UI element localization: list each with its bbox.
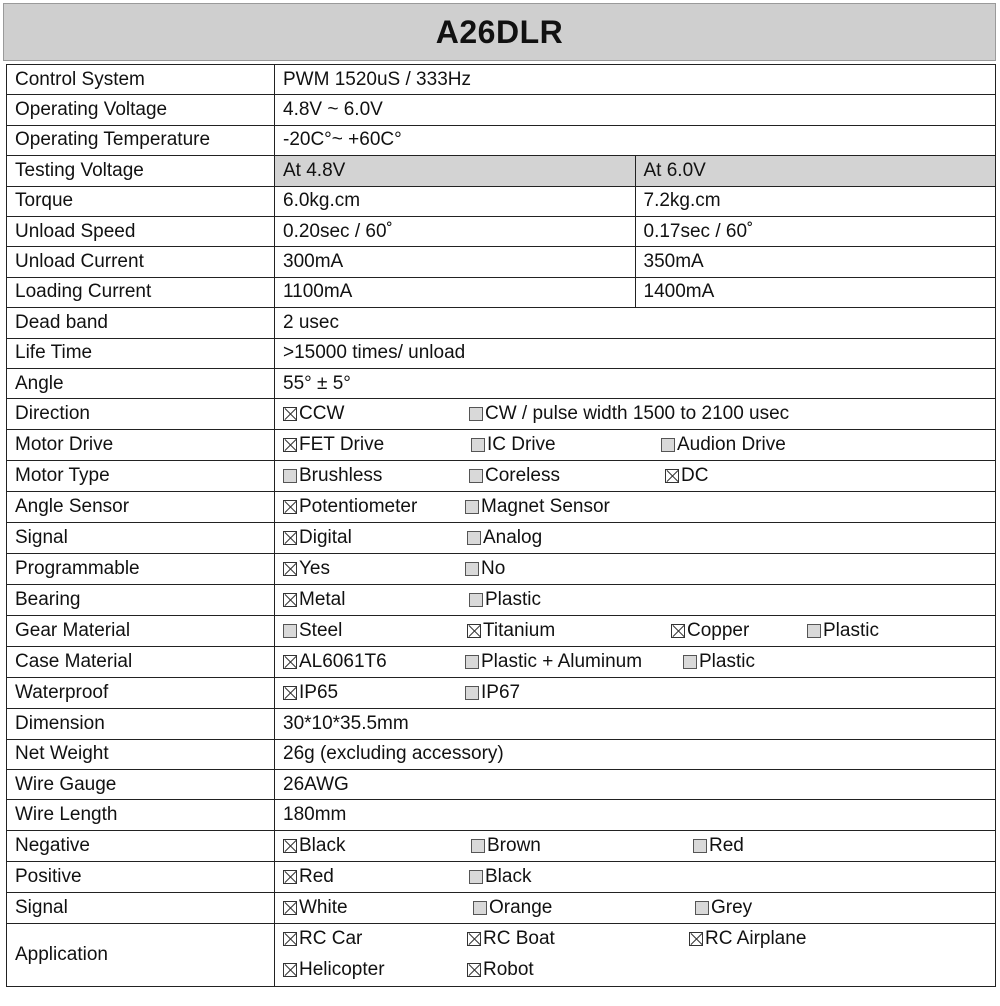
row-unload-speed <box>7 216 996 246</box>
unchecked-box-icon <box>465 562 479 576</box>
row-label: Direction <box>7 399 275 430</box>
option-label: CW / pulse width 1500 to 2100 usec <box>485 403 790 425</box>
row-value: 26g (excluding accessory) <box>275 739 996 769</box>
row-motor-type <box>7 461 996 492</box>
row-label: Motor Drive <box>7 430 275 461</box>
option-label: Grey <box>711 896 753 918</box>
option-label: Digital <box>299 527 352 549</box>
options-cell <box>275 861 996 892</box>
spec-table <box>6 64 996 987</box>
row-value: -20C°~ +60C° <box>275 125 996 155</box>
option-case-material <box>283 647 387 677</box>
unchecked-box-icon <box>283 624 297 638</box>
option-case-material <box>683 647 755 677</box>
option-label: RC Boat <box>483 927 555 949</box>
row-label: Operating Voltage <box>7 95 275 125</box>
option-motor-type <box>469 461 560 491</box>
option-programmable <box>283 554 330 584</box>
option-label: Plastic <box>823 620 879 642</box>
row-label: Case Material <box>7 647 275 678</box>
option-label: Titanium <box>483 620 556 642</box>
value-6-0v: 0.17sec / 60˚ <box>635 216 996 246</box>
row-value: 180mm <box>275 800 996 830</box>
option-application <box>283 924 362 954</box>
row-wire-gauge <box>7 770 996 800</box>
row-label: Operating Temperature <box>7 125 275 155</box>
row-label: Signal <box>7 523 275 554</box>
value-6-0v: 1400mA <box>635 277 996 307</box>
row-gear-material <box>7 616 996 647</box>
row-bearing <box>7 585 996 616</box>
row-label: Bearing <box>7 585 275 616</box>
checked-box-icon <box>283 901 297 915</box>
value-6-0v: 350mA <box>635 247 996 277</box>
row-value: PWM 1520uS / 333Hz <box>275 65 996 95</box>
option-gear-material <box>283 616 342 646</box>
row-label: Angle Sensor <box>7 492 275 523</box>
option-label: Plastic <box>699 651 755 673</box>
option-label: Robot <box>483 958 534 980</box>
option-programmable <box>465 554 505 584</box>
checked-box-icon <box>283 655 297 669</box>
row-operating-voltage <box>7 95 996 125</box>
options-cell <box>275 430 996 461</box>
option-label: CCW <box>299 403 345 425</box>
option-gear-material <box>807 616 879 646</box>
row-application <box>7 923 996 986</box>
option-label: Plastic + Aluminum <box>481 651 643 673</box>
row-label: Life Time <box>7 338 275 368</box>
row-label: Waterproof <box>7 678 275 709</box>
option-signal-type <box>283 523 352 553</box>
unchecked-box-icon <box>695 901 709 915</box>
option-label: Black <box>485 865 532 887</box>
unchecked-box-icon <box>471 839 485 853</box>
row-value: 30*10*35.5mm <box>275 709 996 739</box>
row-torque <box>7 186 996 216</box>
option-label: RC Car <box>299 927 363 949</box>
unchecked-box-icon <box>465 686 479 700</box>
row-label: Motor Type <box>7 461 275 492</box>
option-application <box>467 955 534 985</box>
option-negative <box>283 831 345 861</box>
checked-box-icon <box>283 870 297 884</box>
option-waterproof <box>465 678 520 708</box>
option-label: Steel <box>299 620 343 642</box>
option-label: RC Airplane <box>705 927 807 949</box>
options-cell <box>275 678 996 709</box>
option-bearing <box>469 585 541 615</box>
checked-box-icon <box>467 624 481 638</box>
row-unload-current <box>7 247 996 277</box>
row-motor-drive <box>7 430 996 461</box>
option-label: AL6061T6 <box>299 651 387 673</box>
option-positive <box>283 862 334 892</box>
options-cell <box>275 616 996 647</box>
row-direction <box>7 399 996 430</box>
row-label: Dead band <box>7 308 275 338</box>
row-dimension <box>7 709 996 739</box>
checked-box-icon <box>283 932 297 946</box>
option-motor-type <box>665 461 708 491</box>
product-title: A26DLR <box>435 13 564 50</box>
option-label: FET Drive <box>299 434 385 456</box>
option-label: Copper <box>687 620 750 642</box>
option-motor-drive <box>661 430 786 460</box>
option-signal-wire <box>473 893 552 923</box>
unchecked-box-icon <box>469 870 483 884</box>
row-label: Signal <box>7 892 275 923</box>
value-6-0v: 7.2kg.cm <box>635 186 996 216</box>
checked-box-icon <box>689 932 703 946</box>
unchecked-box-icon <box>471 438 485 452</box>
option-label: Coreless <box>485 465 560 487</box>
row-label: Unload Current <box>7 247 275 277</box>
row-wire-length <box>7 800 996 830</box>
option-label: Red <box>709 834 744 856</box>
checked-box-icon <box>283 407 297 421</box>
checked-box-icon <box>671 624 685 638</box>
option-bearing <box>283 585 345 615</box>
row-value: 55° ± 5° <box>275 368 996 398</box>
options-cell <box>275 585 996 616</box>
checked-box-icon <box>665 469 679 483</box>
row-label: Unload Speed <box>7 216 275 246</box>
option-application <box>467 924 555 954</box>
option-label: Metal <box>299 589 346 611</box>
row-label: Programmable <box>7 554 275 585</box>
option-label: Analog <box>483 527 543 549</box>
row-dead-band <box>7 308 996 338</box>
options-cell <box>275 923 996 986</box>
option-waterproof <box>283 678 338 708</box>
row-positive <box>7 861 996 892</box>
unchecked-box-icon <box>469 469 483 483</box>
row-waterproof <box>7 678 996 709</box>
spec-title-bar <box>3 3 996 61</box>
option-label: Potentiometer <box>299 496 418 518</box>
checked-box-icon <box>283 562 297 576</box>
row-signal-wire <box>7 892 996 923</box>
options-cell <box>275 892 996 923</box>
option-label: No <box>481 558 506 580</box>
value-4-8v: 1100mA <box>275 277 636 307</box>
unchecked-box-icon <box>465 655 479 669</box>
option-label: Magnet Sensor <box>481 496 610 518</box>
row-value: 26AWG <box>275 770 996 800</box>
row-label: Negative <box>7 830 275 861</box>
option-label: Helicopter <box>299 958 385 980</box>
row-operating-temperature <box>7 125 996 155</box>
row-testing-voltage <box>7 156 996 186</box>
option-motor-drive <box>471 430 556 460</box>
option-label: Red <box>299 865 334 887</box>
row-label: Wire Gauge <box>7 770 275 800</box>
option-label: Plastic <box>485 589 541 611</box>
checked-box-icon <box>467 932 481 946</box>
unchecked-box-icon <box>693 839 707 853</box>
option-gear-material <box>467 616 555 646</box>
row-label: Angle <box>7 368 275 398</box>
option-signal-wire <box>695 893 752 923</box>
option-case-material <box>465 647 642 677</box>
row-signal-type <box>7 523 996 554</box>
checked-box-icon <box>283 686 297 700</box>
option-label: IC Drive <box>487 434 556 456</box>
options-cell <box>275 523 996 554</box>
option-application <box>689 924 806 954</box>
option-positive <box>469 862 531 892</box>
row-label: Loading Current <box>7 277 275 307</box>
option-motor-drive <box>283 430 384 460</box>
options-cell <box>275 461 996 492</box>
options-cell <box>275 647 996 678</box>
option-negative <box>471 831 541 861</box>
option-label: IP67 <box>481 682 521 704</box>
row-programmable <box>7 554 996 585</box>
option-motor-type <box>283 461 382 491</box>
unchecked-box-icon <box>465 500 479 514</box>
row-label: Gear Material <box>7 616 275 647</box>
checked-box-icon <box>283 593 297 607</box>
row-net-weight <box>7 739 996 769</box>
row-case-material <box>7 647 996 678</box>
row-negative <box>7 830 996 861</box>
row-value: 4.8V ~ 6.0V <box>275 95 996 125</box>
option-angle-sensor <box>283 492 417 522</box>
row-label: Control System <box>7 65 275 95</box>
option-label: White <box>299 896 348 918</box>
option-application <box>283 955 385 985</box>
row-angle <box>7 368 996 398</box>
row-label: Testing Voltage <box>7 156 275 186</box>
options-cell <box>275 830 996 861</box>
unchecked-box-icon <box>683 655 697 669</box>
row-value: >15000 times/ unload <box>275 338 996 368</box>
option-direction <box>469 399 789 429</box>
value-4-8v: 0.20sec / 60˚ <box>275 216 636 246</box>
options-cell <box>275 492 996 523</box>
checked-box-icon <box>283 438 297 452</box>
column-header-6-0v: At 6.0V <box>635 156 996 186</box>
row-label: Dimension <box>7 709 275 739</box>
row-angle-sensor <box>7 492 996 523</box>
column-header-4-8v: At 4.8V <box>275 156 636 186</box>
unchecked-box-icon <box>283 469 297 483</box>
row-label: Torque <box>7 186 275 216</box>
checked-box-icon <box>467 963 481 977</box>
unchecked-box-icon <box>469 407 483 421</box>
checked-box-icon <box>283 531 297 545</box>
option-label: Orange <box>489 896 553 918</box>
row-life-time <box>7 338 996 368</box>
option-label: DC <box>681 465 709 487</box>
row-label: Wire Length <box>7 800 275 830</box>
checked-box-icon <box>283 963 297 977</box>
option-negative <box>693 831 744 861</box>
checked-box-icon <box>283 500 297 514</box>
unchecked-box-icon <box>807 624 821 638</box>
row-label: Net Weight <box>7 739 275 769</box>
row-label: Positive <box>7 861 275 892</box>
unchecked-box-icon <box>469 593 483 607</box>
option-label: Brushless <box>299 465 383 487</box>
unchecked-box-icon <box>473 901 487 915</box>
row-loading-current <box>7 277 996 307</box>
unchecked-box-icon <box>661 438 675 452</box>
option-label: Brown <box>487 834 541 856</box>
row-control-system <box>7 65 996 95</box>
option-direction <box>283 399 344 429</box>
option-label: Yes <box>299 558 330 580</box>
checked-box-icon <box>283 839 297 853</box>
option-signal-type <box>467 523 542 553</box>
options-cell <box>275 399 996 430</box>
option-signal-wire <box>283 893 348 923</box>
value-4-8v: 300mA <box>275 247 636 277</box>
value-4-8v: 6.0kg.cm <box>275 186 636 216</box>
unchecked-box-icon <box>467 531 481 545</box>
row-value: 2 usec <box>275 308 996 338</box>
option-gear-material <box>671 616 749 646</box>
option-label: Audion Drive <box>677 434 786 456</box>
option-angle-sensor <box>465 492 610 522</box>
options-cell <box>275 554 996 585</box>
option-label: IP65 <box>299 682 339 704</box>
row-label: Application <box>7 923 275 986</box>
option-label: Black <box>299 834 346 856</box>
